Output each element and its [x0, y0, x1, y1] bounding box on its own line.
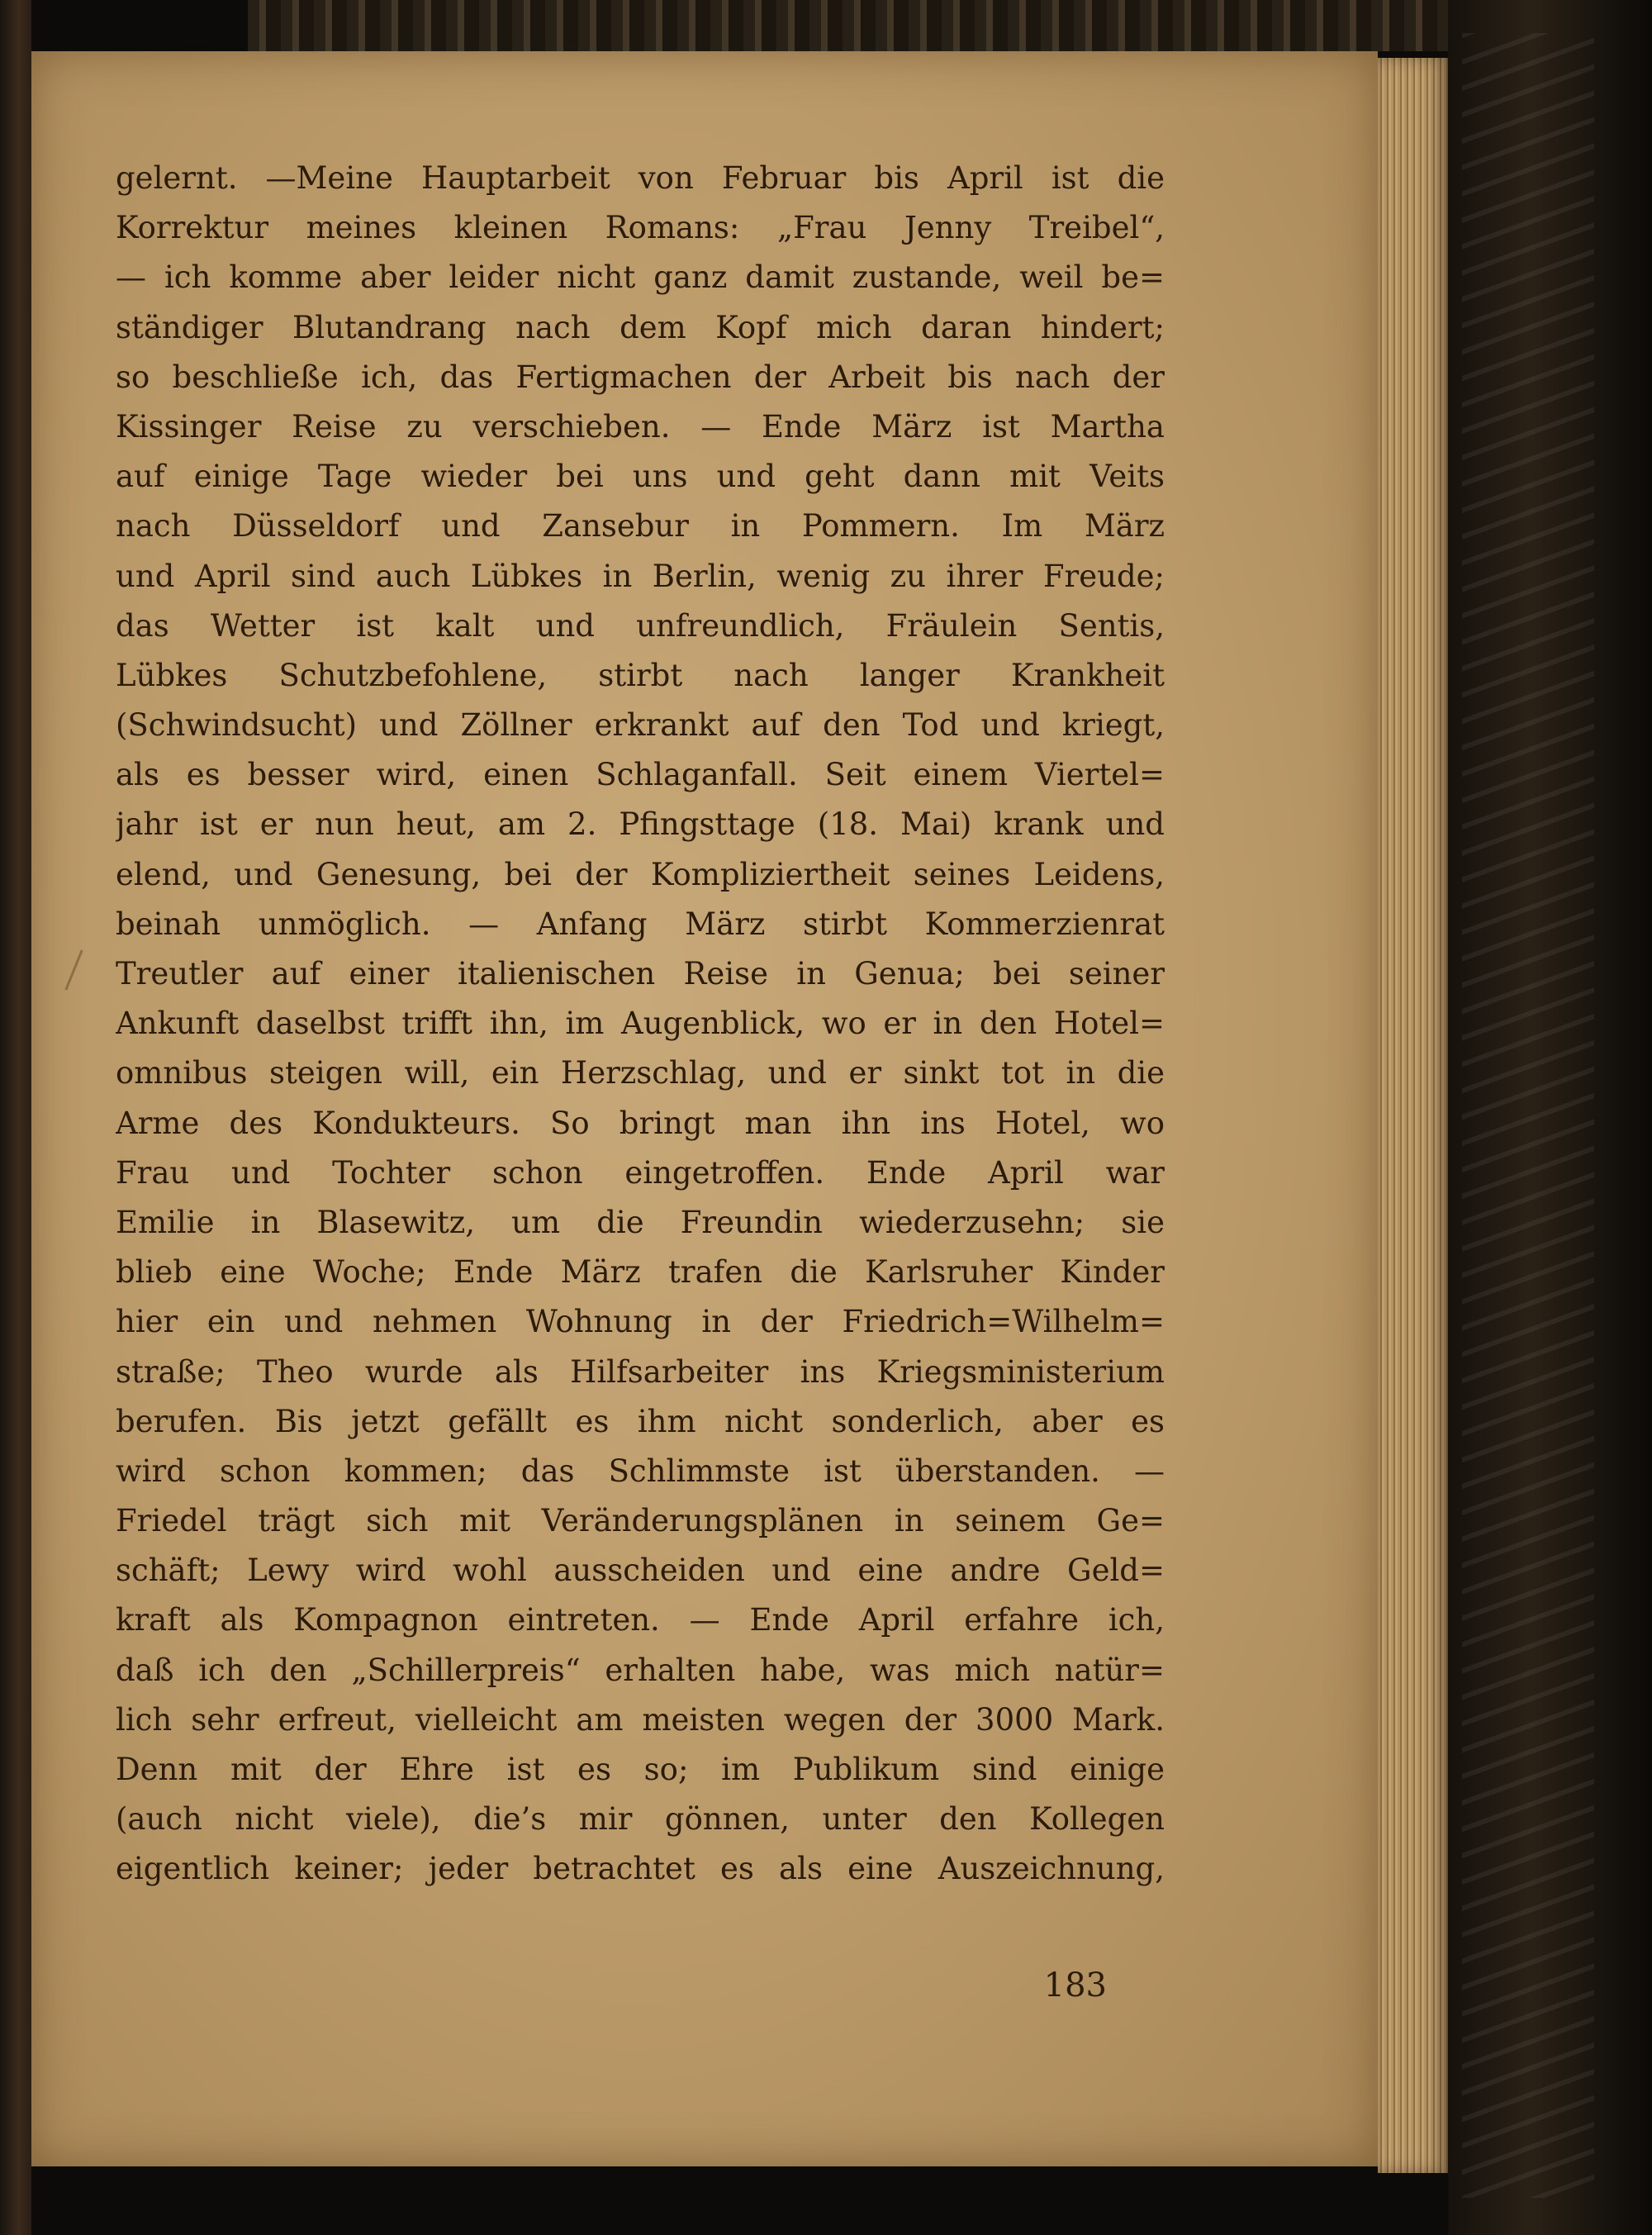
text-line: Ankunft daselbst trifft ihn, im Augenblick, wo er in den Hotel= [116, 1006, 1165, 1042]
text-line: auf einige Tage wieder bei uns und geht dann mit Veits [116, 459, 1165, 495]
text-line: Lübkes Schutzbefohlene, stirbt nach langer Krankheit [116, 657, 1165, 693]
text-line: Korrektur meines kleinen Romans: „Frau Jenny Treibel“, [116, 210, 1165, 246]
text-line: jahr ist er nun heut, am 2. Pfingsttage (18. Mai) krank und [116, 806, 1165, 843]
text-line: eigentlich keiner; jeder betrachtet es als eine Auszeichnung, [116, 1851, 1165, 1887]
text-line: straße; Theo wurde als Hilfsarbeiter ins Kriegsministerium [116, 1353, 1165, 1390]
page-body-text [116, 154, 1165, 1895]
text-line: nach Düsseldorf und Zansebur in Pommern. Im März [116, 508, 1165, 544]
text-line: Arme des Kondukteurs. So bringt man ihn ins Hotel, wo [116, 1105, 1165, 1141]
text-line: Kissinger Reise zu verschieben. — Ende März ist Martha [116, 408, 1165, 445]
text-line: blieb eine Woche; Ende März trafen die Karlsruher Kinder [116, 1254, 1165, 1291]
text-line: kraft als Kompagnon eintreten. — Ende April erfahre ich, [116, 1602, 1165, 1638]
text-line: das Wetter ist kalt und unfreundlich, Fräulein Sentis, [116, 607, 1165, 644]
page-number: 183 [1043, 1966, 1107, 2004]
text-line: Denn mit der Ehre ist es so; im Publikum sind einige [116, 1752, 1165, 1787]
text-line: elend, und Genesung, bei der Kompliziertheit seines Leidens, [116, 856, 1165, 892]
text-line: daß ich den „Schillerpreis“ erhalten habe, was mich natür= [116, 1652, 1165, 1688]
text-line: gelernt. —Meine Hauptarbeit von Februar bis April ist die [116, 160, 1165, 196]
text-line: als es besser wird, einen Schlaganfall. Seit einem Viertel= [116, 757, 1165, 793]
text-line: lich sehr erfreut, vielleicht am meisten wegen der 3000 Mark. [116, 1701, 1165, 1738]
cover-texture [1462, 33, 1594, 2198]
text-line: und April sind auch Lübkes in Berlin, wenig zu ihrer Freude; [116, 558, 1165, 594]
text-line: (Schwindsucht) und Zöllner erkrankt auf den Tod und kriegt, [116, 707, 1165, 744]
text-line: ständiger Blutandrang nach dem Kopf mich daran hindert; [116, 309, 1165, 345]
text-line: Treutler auf einer italienischen Reise in Genua; bei seiner [116, 956, 1165, 991]
text-line: Frau und Tochter schon eingetroffen. Ende April war [116, 1154, 1165, 1191]
text-line: Friedel trägt sich mit Veränderungsplänen in seinem Ge= [116, 1503, 1165, 1539]
text-line: omnibus steigen will, ein Herzschlag, und er sinkt tot in die [116, 1055, 1165, 1091]
text-line: (auch nicht viele), die’s mir gönnen, unter den Kollegen [116, 1801, 1165, 1838]
text-line: hier ein und nehmen Wohnung in der Friedrich=Wilhelm= [116, 1304, 1165, 1340]
text-line: so beschließe ich, das Fertigmachen der Arbeit bis nach der [116, 359, 1165, 395]
text-line: — ich komme aber leider nicht ganz damit zustande, weil be= [116, 259, 1165, 296]
book-top-edge [248, 0, 1536, 51]
text-line: schäft; Lewy wird wohl ausscheiden und eine andre Geld= [116, 1553, 1165, 1589]
book-spine-left [0, 0, 31, 2235]
page-stack-edge [1378, 58, 1448, 2173]
text-line: beinah unmöglich. — Anfang März stirbt Kommerzienrat [116, 906, 1165, 942]
text-line: wird schon kommen; das Schlimmste ist überstanden. — [116, 1453, 1165, 1489]
text-line: Emilie in Blasewitz, um die Freundin wiederzusehn; sie [116, 1204, 1165, 1240]
text-line: berufen. Bis jetzt gefällt es ihm nicht sonderlich, aber es [116, 1403, 1165, 1439]
